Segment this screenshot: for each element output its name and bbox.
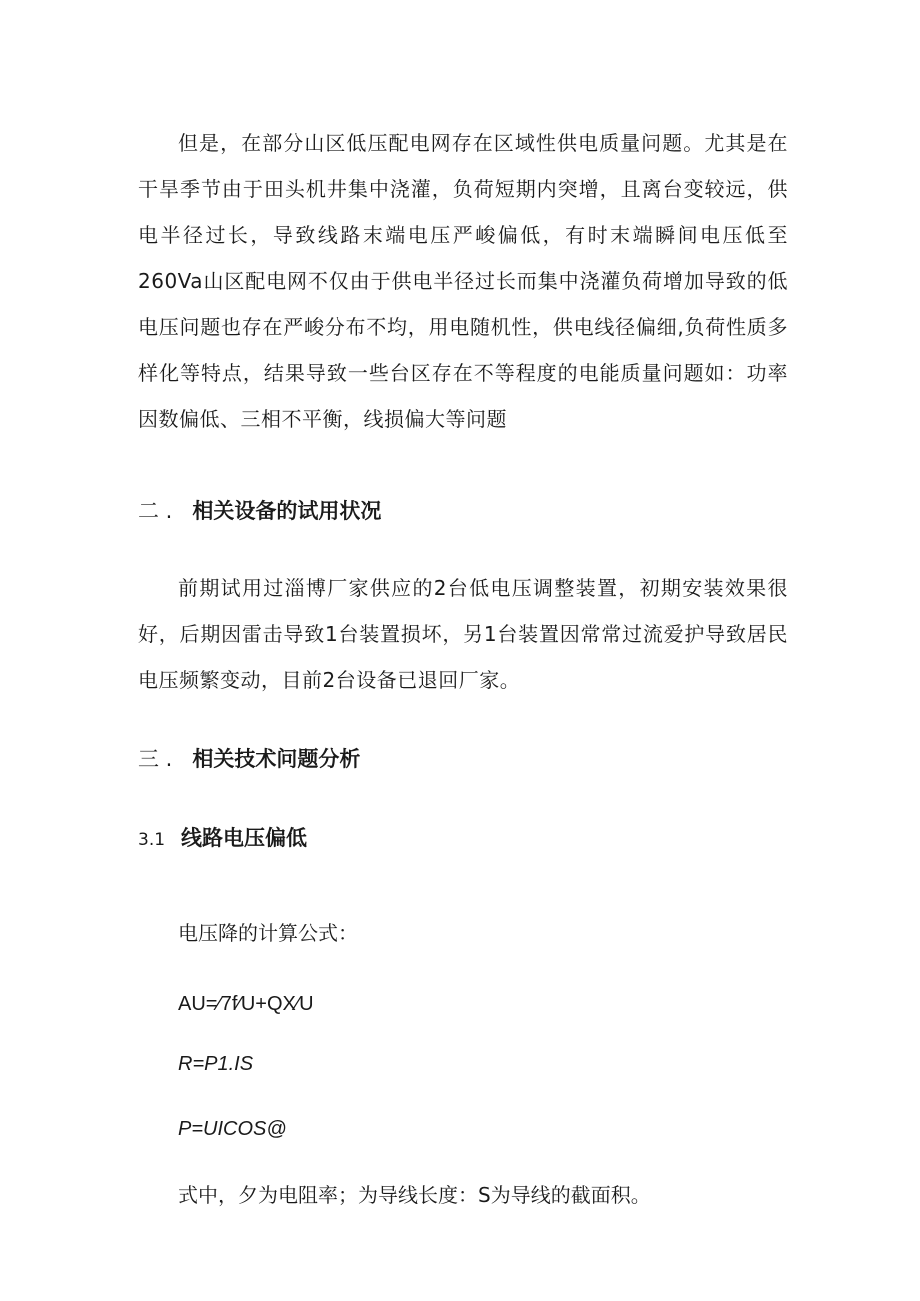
section-title: 相关设备的试用状况 — [192, 499, 382, 523]
paragraph-power-quality: 但是，在部分山区低压配电网存在区域性供电质量问题。尤其是在干旱季节由于田头机井集中浇灌，负荷短期内突增，且离台变较远，供电半径过长，导致线路末端电压严峻偏低，有时末端瞬间电压低至260Va山区配电网不仅由于供电半径过长而集中浇灌负荷增加导致的低电压问题也存在严峻分布不均，用电随机性，供电线径偏细,负荷性质多样化等特点，结果导致一些台区存在不等程度的电能质量问题如：功率因数偏低、三相不平衡，线损偏大等问题 — [138, 131, 788, 431]
formula-resistance: R=P1.IS — [178, 1053, 254, 1075]
formula-voltage-drop: AU=∕7f∕U+QX∕U — [178, 993, 314, 1015]
paragraph-device-trial: 前期试用过淄博厂家供应的2台低电压调整装置，初期安装效果很好，后期因雷击导致1台装置损坏，另1台装置因常常过流爱护导致居民电压频繁变动，目前2台设备已退回厂家。 — [138, 576, 788, 692]
subsection-title: 线路电压偏低 — [181, 826, 308, 850]
formula-intro: 电压降的计算公式： — [178, 921, 358, 945]
subsection-number: 3.1 — [138, 830, 166, 850]
subsection-heading-3-1 — [138, 823, 307, 855]
section-number: 二 . — [138, 499, 173, 523]
formula-note: 式中，夕为电阻率；为导线长度：S为导线的截面积。 — [178, 1183, 651, 1207]
section-heading-2 — [138, 496, 381, 526]
section-heading-3 — [138, 744, 360, 774]
section-number: 三 . — [138, 747, 173, 771]
formula-power: P=UICOS@ — [178, 1118, 287, 1140]
section-title: 相关技术问题分析 — [192, 747, 361, 771]
